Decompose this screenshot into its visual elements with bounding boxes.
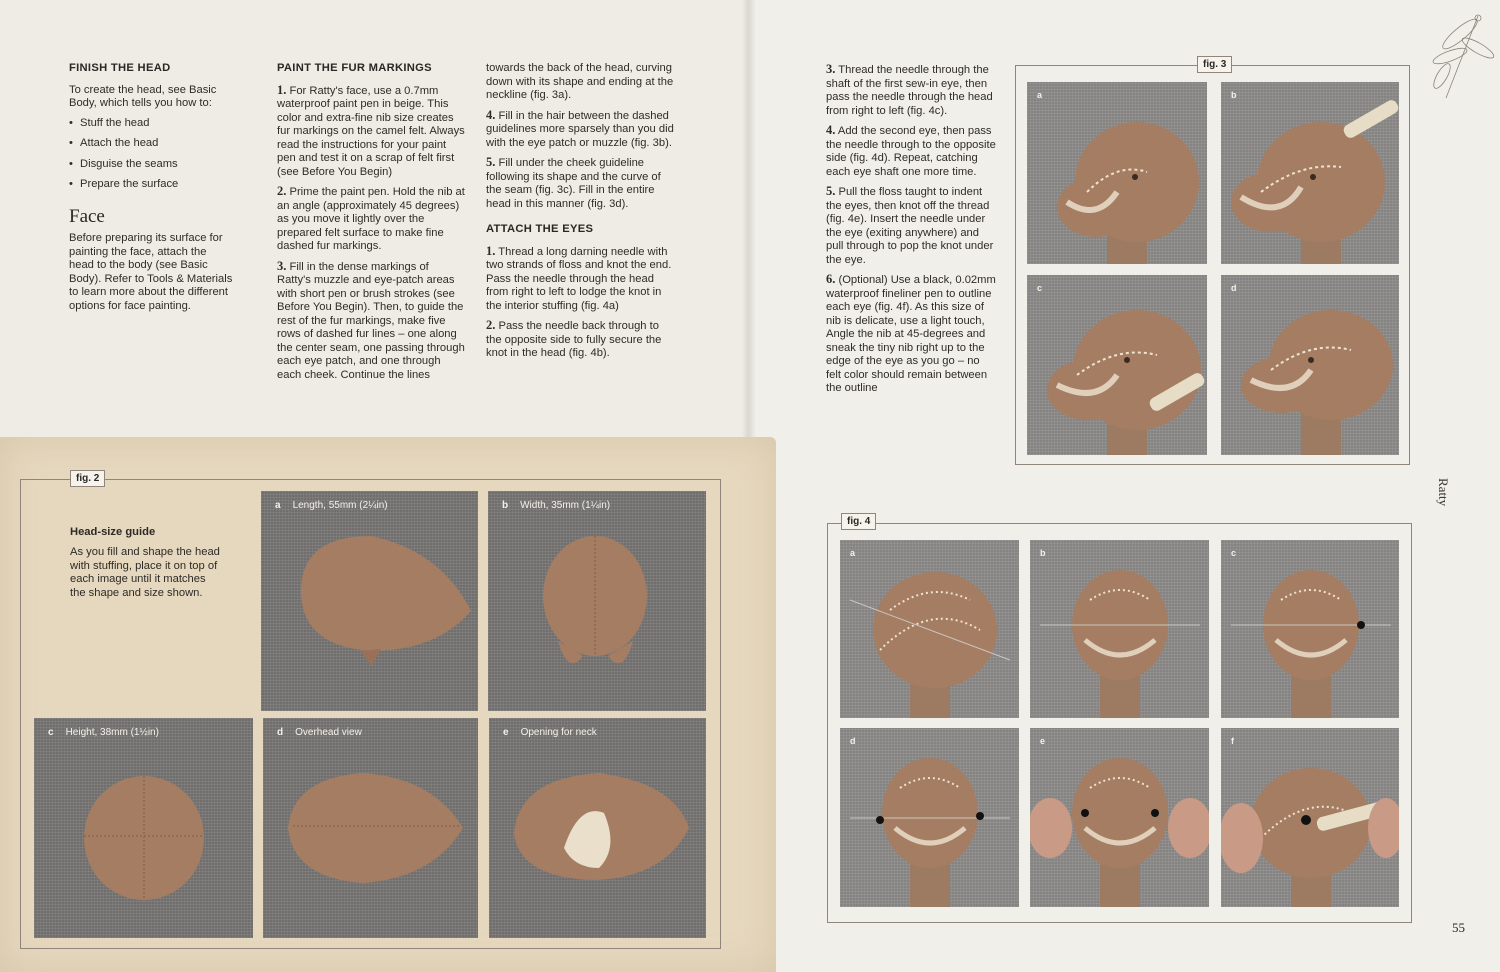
photo-letter: b xyxy=(502,500,509,511)
step-text: Fill under the cheek guideline following its shape and the curve of the seam (fig. 3c). Fill in the entire head in this manner (fig. 3d). xyxy=(486,157,661,210)
list-item: • Disguise the seams xyxy=(69,158,234,172)
step-text: (Optional) Use a black, 0.02mm waterproof fineliner pen to outline each eye (fig. 4f). As this size of nib is delicate, use a light touch, Angle the nib at 45-degrees and sneak the tiny nib right up to the edge of the eye as you go – no felt color should remain between the outline xyxy=(826,274,996,394)
step-text: Thread the needle through the shaft of the first sew-in eye, then pass the needle through the head from right to left (fig. 4c). xyxy=(826,64,993,117)
fig4-photo-a xyxy=(840,540,1019,718)
photo-letter: e xyxy=(503,727,509,738)
felt-head-illustration xyxy=(1221,275,1399,455)
fig4-photo-f xyxy=(1221,728,1399,907)
photo-letter: e xyxy=(1040,736,1046,746)
step-text: For Ratty's face, use a 0.7mm waterproof paint pen in beige. This color and extra-fine nib size creates fur markings on the camel felt. Always read the instructions for your paint pen and test it on a scrap of felt first (see Before You Begin) xyxy=(277,84,465,178)
step-number: 5. xyxy=(826,184,836,198)
photo-caption: Opening for neck xyxy=(520,727,597,738)
fig3-photo-c xyxy=(1027,275,1207,455)
felt-head-illustration xyxy=(840,728,1019,907)
photo-letter: a xyxy=(850,548,856,558)
fig2-photo-d xyxy=(263,718,478,938)
photo-caption: Width, 35mm (1¼in) xyxy=(520,500,611,511)
head-size-guide-title: Head-size guide xyxy=(70,526,156,538)
felt-head-illustration xyxy=(1221,728,1399,907)
step-text: Add the second eye, then pass the needle through to the opposite side (fig. 4d). Repeat, catching each eye shaft one more time. xyxy=(826,125,996,178)
step-text: Fill in the hair between the dashed guidelines more sparsely than you did with the eye patch or muzzle (fig. 3b). xyxy=(486,109,674,149)
eye-step-2 xyxy=(486,319,676,361)
photo-letter: a xyxy=(275,500,281,511)
photo-letter: c xyxy=(1037,283,1043,293)
paint-heading: PAINT THE FUR MARKINGS xyxy=(277,62,432,74)
felt-head-illustration xyxy=(34,718,253,938)
page-number: 55 xyxy=(1452,920,1465,935)
felt-head-illustration xyxy=(489,718,706,938)
column-eyes-continued xyxy=(826,63,996,402)
felt-head-illustration xyxy=(263,718,478,938)
photo-letter: d xyxy=(850,736,856,746)
step-text: Pull the floss taught to indent the eyes, then knot off the thread (fig. 4e). Insert the needle under the eye (exiting anywhere) and pull through to pop the knot under the eye. xyxy=(826,186,994,266)
fig4-photo-b xyxy=(1030,540,1209,718)
fig4-photo-e xyxy=(1030,728,1209,907)
list-item: • Attach the head xyxy=(69,137,234,151)
eye-step-1 xyxy=(486,245,676,314)
photo-label xyxy=(48,727,159,738)
column-eyes xyxy=(486,62,676,367)
photo-letter: d xyxy=(1231,283,1237,293)
eye-step-4 xyxy=(826,124,996,179)
felt-head-illustration xyxy=(1221,82,1399,264)
column-paint xyxy=(277,62,465,388)
step-number: 3. xyxy=(826,62,836,76)
photo-letter: c xyxy=(48,727,54,738)
photo-label xyxy=(277,727,362,738)
photo-caption: Overhead view xyxy=(295,727,362,738)
photo-letter: b xyxy=(1040,548,1046,558)
fig2-photo-b xyxy=(488,491,706,711)
head-size-guide-text: As you fill and shape the head with stuffing, place it on top of each image until it matches the shape and size shown. xyxy=(70,546,220,599)
list-item: • Stuff the head xyxy=(69,117,234,131)
step-text: Pass the needle back through to the opposite side to fully secure the knot in the head (fig. 4b). xyxy=(486,320,662,359)
felt-head-illustration xyxy=(840,540,1019,718)
paint-step-5 xyxy=(486,156,676,211)
photo-label xyxy=(503,727,597,738)
step-text: Thread a long darning needle with two strands of floss and knot the end. Pass the needle through the head from right to left to lodge the knot in the interior stuffing (fig. 4a) xyxy=(486,245,672,312)
fig4-photo-c xyxy=(1221,540,1399,718)
step-text: Fill in the dense markings of Ratty's muzzle and eye-patch areas with short pen or brush strokes (see Before You Begin). Then, to guide the rest of the fur markings, make five rows of dashed fur lines – one along the center seam, one passing through each eye patch, and one through each cheek. Continue the lines xyxy=(277,260,465,381)
photo-label xyxy=(502,500,610,511)
felt-head-illustration xyxy=(488,491,706,711)
paint-step-4 xyxy=(486,109,676,151)
photo-letter: c xyxy=(1231,548,1237,558)
step-number: 5. xyxy=(486,155,496,169)
fig4-photo-d xyxy=(840,728,1019,907)
photo-caption: Height, 38mm (1½in) xyxy=(65,727,159,738)
running-head: Ratty xyxy=(1436,478,1451,507)
finish-head-heading: FINISH THE HEAD xyxy=(69,62,171,74)
column-finish-head xyxy=(69,62,234,319)
felt-head-illustration xyxy=(1027,82,1207,264)
fig3-photo-d xyxy=(1221,275,1399,455)
felt-head-illustration xyxy=(1221,540,1399,718)
face-text: Before preparing its surface for painting the face, attach the head to the body (see Basic Body). Refer to Tools & Materials to learn more about the different options for face painting. xyxy=(69,232,233,312)
felt-head-illustration xyxy=(1027,275,1207,455)
paint-continued: towards the back of the head, curving down with its shape and ending at the neckline (fig. 3a). xyxy=(486,62,674,101)
finish-head-list xyxy=(69,117,234,192)
fig2-tag: fig. 2 xyxy=(70,470,105,487)
fig3-tag: fig. 3 xyxy=(1197,56,1232,73)
step-number: 4. xyxy=(826,123,836,137)
step-number: 2. xyxy=(486,318,496,332)
eye-step-6 xyxy=(826,273,996,396)
fig2-photo-a xyxy=(261,491,478,711)
felt-head-illustration xyxy=(1030,540,1209,718)
fig3-photo-a xyxy=(1027,82,1207,264)
step-number: 2. xyxy=(277,184,287,198)
paint-step-3 xyxy=(277,260,465,383)
paint-step-1 xyxy=(277,84,465,180)
felt-head-illustration xyxy=(261,491,478,711)
photo-letter: a xyxy=(1037,90,1043,100)
fig2-photo-c xyxy=(34,718,253,938)
fig2-photo-e xyxy=(489,718,706,938)
felt-head-illustration xyxy=(1030,728,1209,907)
photo-letter: d xyxy=(277,727,284,738)
photo-letter: b xyxy=(1231,90,1237,100)
eyes-heading: ATTACH THE EYES xyxy=(486,223,594,235)
step-number: 6. xyxy=(826,272,836,286)
eye-step-5 xyxy=(826,185,996,267)
step-number: 1. xyxy=(486,243,496,258)
photo-letter: f xyxy=(1231,736,1234,746)
fig3-photo-b xyxy=(1221,82,1399,264)
step-text: Prime the paint pen. Hold the nib at an angle (approximately 45 degrees) as you move it lightly over the prepared felt surface to make fine dashed fur markings. xyxy=(277,186,465,252)
eye-step-3 xyxy=(826,63,996,118)
list-item: • Prepare the surface xyxy=(69,178,234,192)
photo-label xyxy=(275,500,388,511)
step-number: 4. xyxy=(486,107,496,122)
photo-caption: Length, 55mm (2¼in) xyxy=(292,500,388,511)
step-number: 3. xyxy=(277,258,287,273)
finish-head-intro: To create the head, see Basic Body, which tells you how to: xyxy=(69,83,217,109)
face-heading: Face xyxy=(69,205,105,227)
fig4-tag: fig. 4 xyxy=(841,513,876,530)
dragonfly-icon xyxy=(1420,6,1496,106)
paint-step-2 xyxy=(277,185,465,254)
step-number: 1. xyxy=(277,82,287,97)
